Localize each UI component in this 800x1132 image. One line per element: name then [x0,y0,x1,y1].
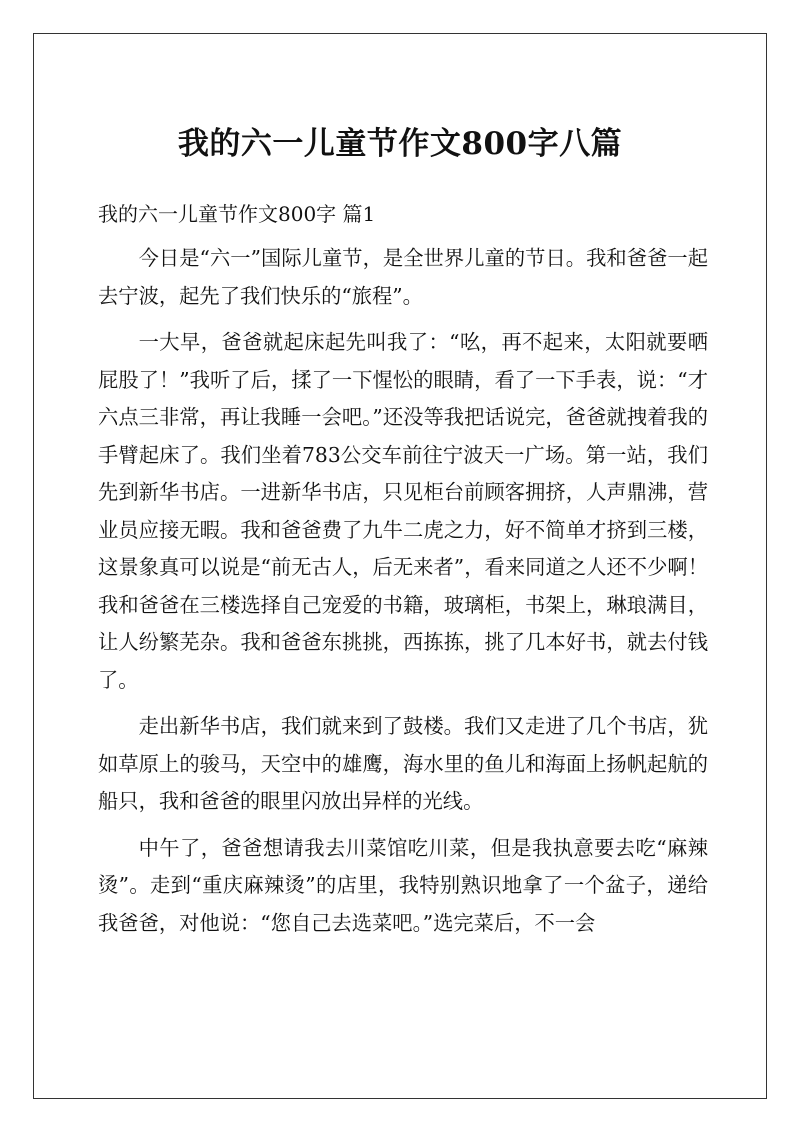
paragraph-1: 今日是“六一”国际儿童节，是全世界儿童的节日。我和爸爸一起去宁波，起先了我们快乐的“旅程”。 [98,246,708,308]
paragraph-3: 走出新华书店，我们就来到了鼓楼。我们又走进了几个书店，犹如草原上的骏马，天空中的雄鹰，海水里的鱼儿和海面上扬帆起航的船只，我和爸爸的眼里闪放出异样的光线。 [98,714,708,813]
document-title: 我的六一儿童节作文800字八篇 [177,126,623,162]
paragraph-2: 一大早，爸爸就起床起先叫我了：“吆，再不起来，太阳就要晒屁股了！”我听了后，揉了一下惺忪的眼睛，看了一下手表，说：“才六点三非常，再让我睡一会吧。”还没等我把话说完，爸爸就拽着我的手臂起床了。我们坐着783公交车前往宁波天一广场。第一站，我们先到新华书店。一进新华书店，只见柜台前顾客拥挤，人声鼎沸，营业员应接无暇。我和爸爸费了九牛二虎之力，好不简单才挤到三楼，这景象真可以说是“前无古人，后无来者”，看来同道之人还不少啊！我和爸爸在三楼选择自己宠爱的书籍，玻璃柜，书架上，琳琅满目，让人纷繁芜杂。我和爸爸东挑挑，西拣拣，挑了几本好书，就去付钱了。 [98,330,708,692]
section-heading: 我的六一儿童节作文800字 篇1 [98,202,376,226]
essay-body [98,240,708,951]
paragraph-4: 中午了，爸爸想请我去川菜馆吃川菜，但是我执意要去吃“麻辣烫”。走到“重庆麻辣烫”的店里，我特别熟识地拿了一个盆子，递给我爸爸，对他说：“您自己去选菜吧。”选完菜后，不一会 [98,835,708,935]
